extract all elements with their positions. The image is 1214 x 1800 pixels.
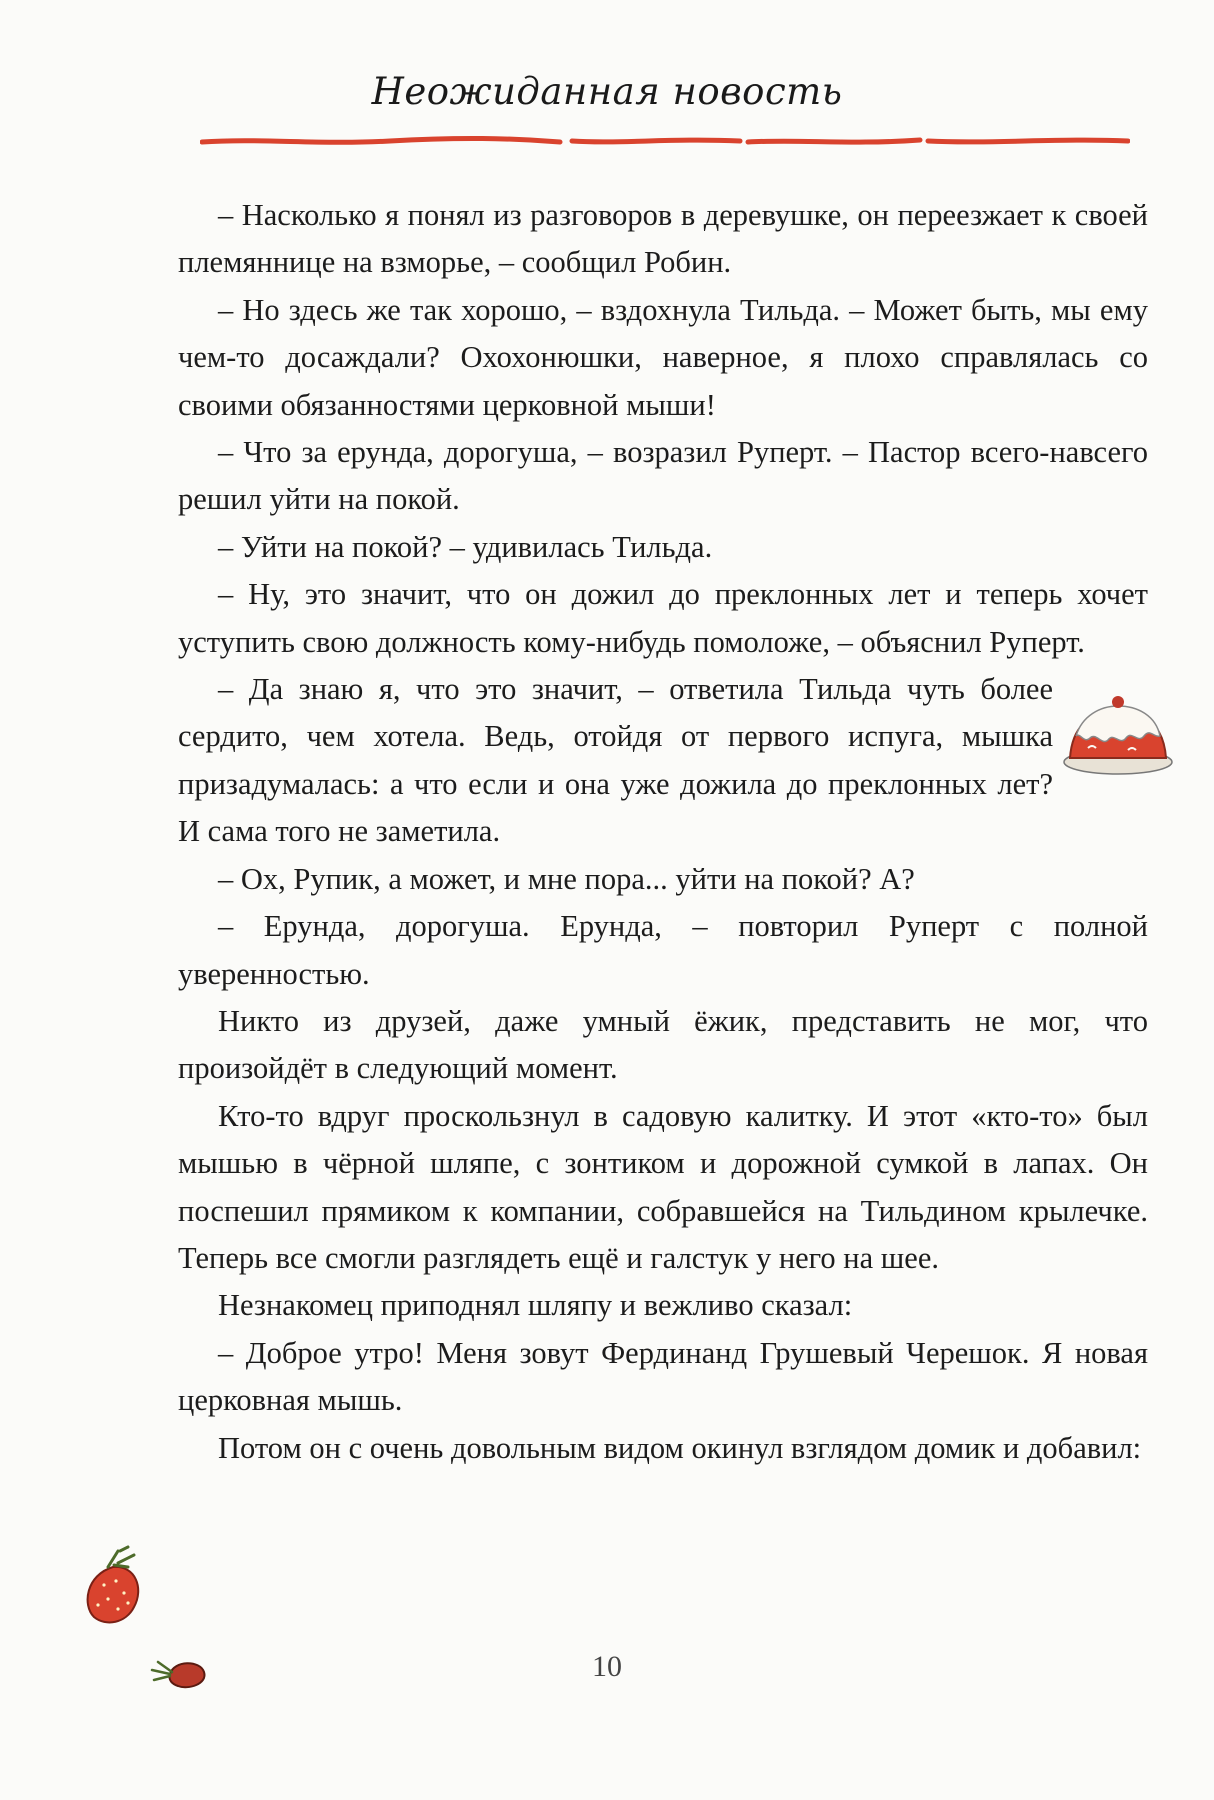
paragraph: – Доброе утро! Меня зовут Фердинанд Грушевый Черешок. Я новая церковная мышь. (178, 1335, 1148, 1418)
paragraph: – Что за ерунда, дорогуша, – возразил Руперт. – Пастор всего-навсего решил уйти на покой. (178, 435, 1148, 517)
paragraph: Кто-то вдруг проскользнул в садовую калитку. И этот «кто-то» был мышью в чёрной шляпе, с зонтиком и дорожной сумкой в лапах. Он поспешил прямиком к компании, собравшейся на Тильдином крылечке. Теперь все смогли разглядеть ещё и галстук у него на шее. (178, 1098, 1148, 1275)
paragraph: Незнакомец приподнял шляпу и вежливо сказал: (218, 1288, 853, 1323)
paragraph: – Ерунда, дорогуша. Ерунда, – повторил Руперт с полной уверенностью. (178, 909, 1148, 991)
cake-icon (1058, 688, 1178, 780)
title-underline (200, 134, 1130, 148)
paragraph: Никто из друзей, даже умный ёжик, представить не мог, что произойдёт в следующий момент. (178, 1003, 1148, 1086)
strawberry-icon (78, 1545, 148, 1631)
page-title: Неожиданная новость (371, 70, 843, 113)
paragraph: – Насколько я понял из разговоров в деревушке, он переезжает к своей племяннице на взморье, – сообщил Робин. (178, 198, 1148, 280)
paragraph: – Ох, Рупик, а может, и мне пора... уйти на покой? А? (218, 861, 915, 896)
paragraph: – Уйти на покой? – удивилась Тильда. (218, 529, 713, 564)
paragraph: – Ну, это значит, что он дожил до преклонных лет и теперь хочет уступить свою должность кому-нибудь помоложе, – объяснил Руперт. (178, 577, 1148, 659)
page-number: 10 (592, 1650, 622, 1683)
text-body (178, 192, 1148, 1472)
paragraph: – Но здесь же так хорошо, – вздохнула Тильда. – Может быть, мы ему чем-то досаждали? Охохонюшки, наверное, я плохо справлялась со своими обязанностями церковной мыши! (178, 292, 1148, 422)
paragraph: Потом он с очень довольным видом окинул взглядом домик и добавил: (218, 1430, 1142, 1465)
paragraph: – Да знаю я, что это значит, – ответила Тильда чуть более сердито, чем хотела. Ведь, отойдя от первого испуга, мышка призадумалась: а что если и она уже дожила до преклонных лет? И сама того не заметила. (178, 672, 1053, 849)
